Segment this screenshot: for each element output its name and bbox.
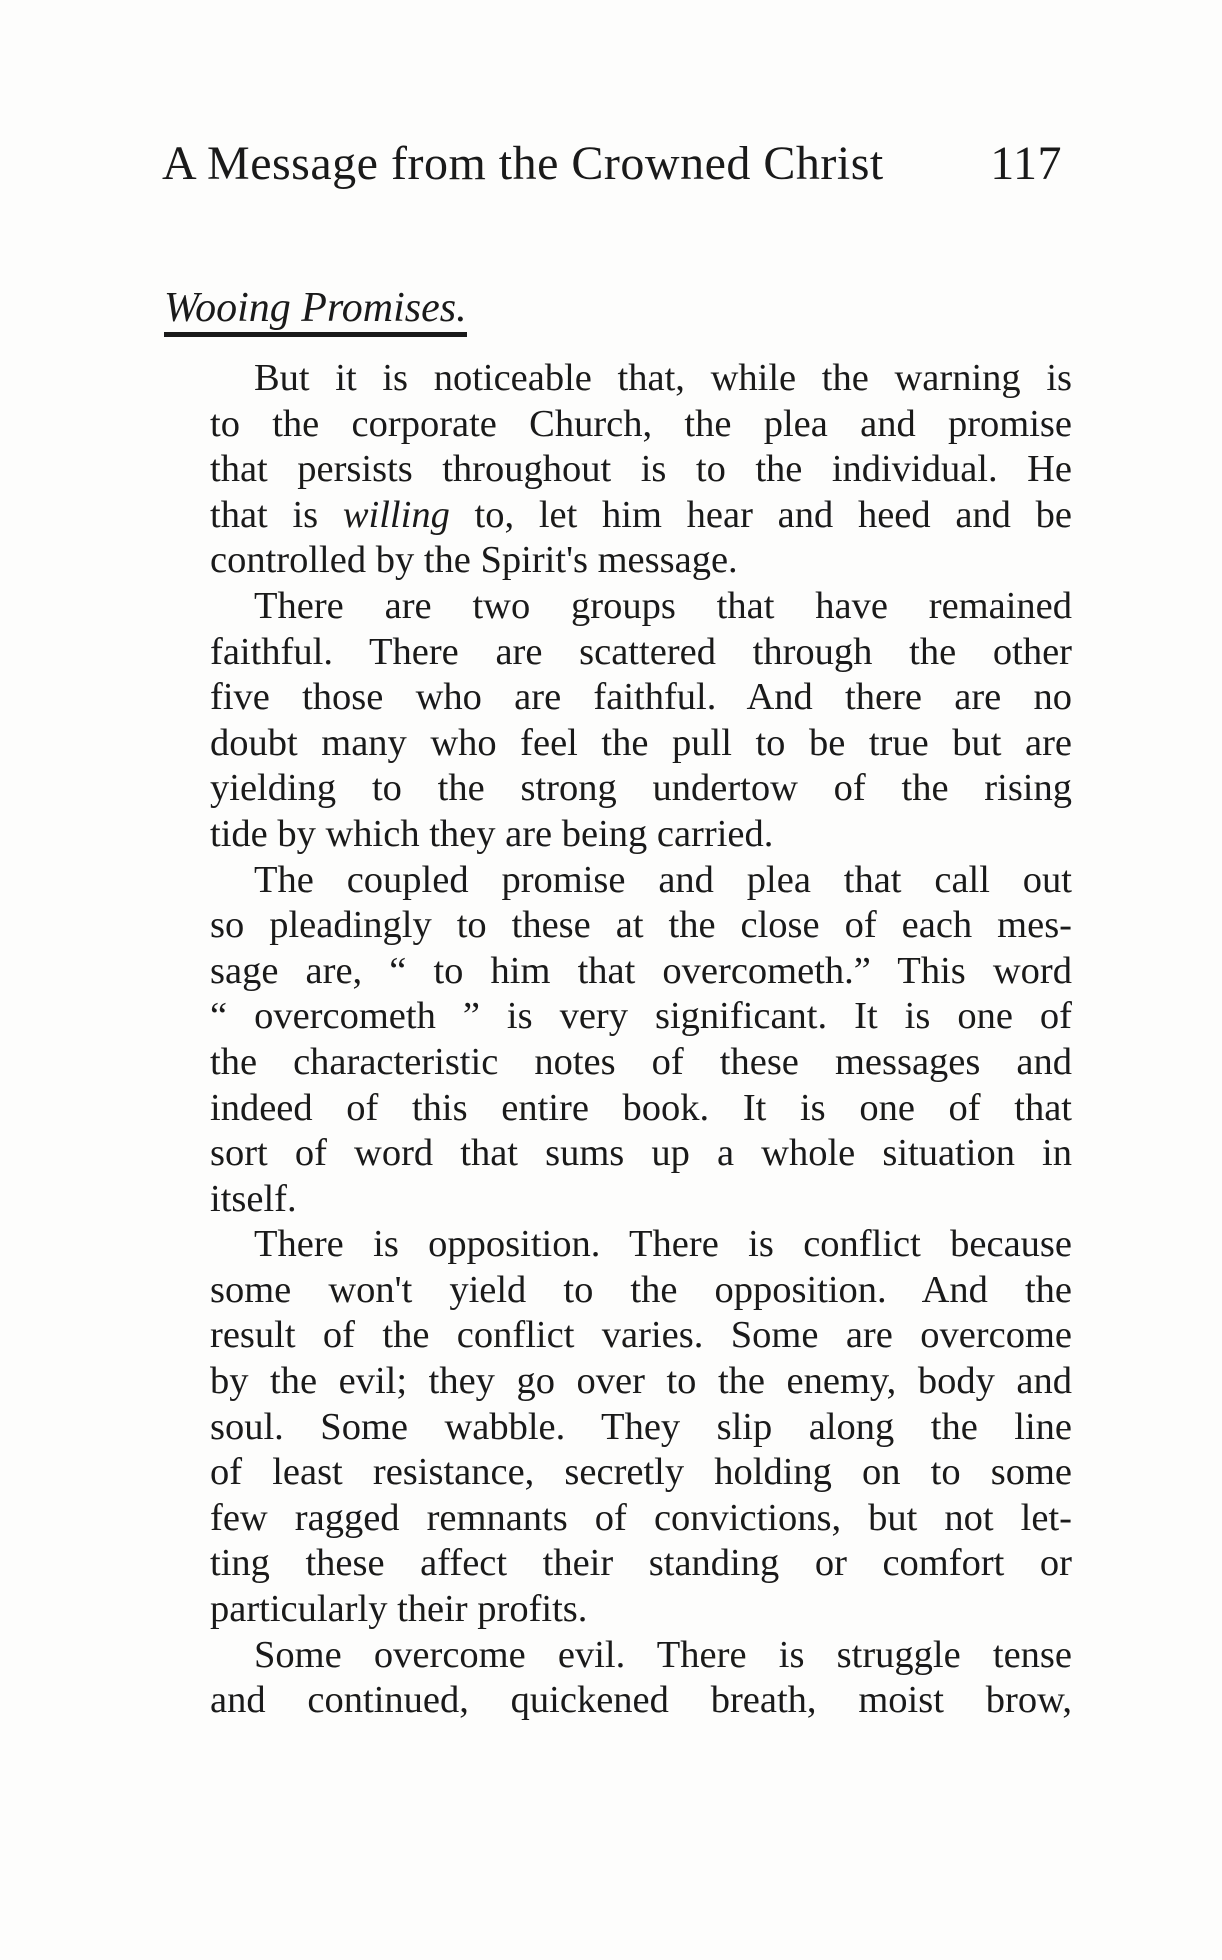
text-line: Some overcome evil. There is struggle tense	[254, 1633, 1072, 1676]
text-line: sort of word that sums up a whole situation in	[210, 1132, 1072, 1175]
running-head	[162, 136, 1062, 196]
paragraph-1	[166, 356, 1072, 584]
text-line: faithful. There are scattered through the other	[210, 630, 1072, 673]
text-line: by the evil; they go over to the enemy, body and	[210, 1360, 1072, 1403]
section-heading: Wooing Promises.	[164, 284, 467, 337]
running-head-title: A Message from the Crowned Christ	[162, 137, 884, 190]
text-line: the characteristic notes of these messages and	[210, 1040, 1072, 1083]
text-line: of least resistance, secretly holding on to some	[210, 1451, 1072, 1494]
text-line-with-emphasis: that is willing to, let him hear and heed and be	[210, 493, 1072, 536]
paragraph-2	[166, 584, 1072, 858]
text-line: itself.	[210, 1177, 297, 1220]
text-line: yielding to the strong undertow of the rising	[210, 767, 1072, 810]
text-line: result of the conflict varies. Some are overcome	[210, 1314, 1072, 1357]
text-line: five those who are faithful. And there are no	[210, 676, 1072, 719]
paragraph-4	[166, 1222, 1072, 1632]
text-line: soul. Some wabble. They slip along the line	[210, 1405, 1072, 1448]
paragraph-3	[166, 858, 1072, 1223]
text-line: The coupled promise and plea that call out	[254, 858, 1072, 901]
text-line: There is opposition. There is conflict because	[254, 1223, 1072, 1266]
text-line: sage are, “ to him that overcometh.” This word	[210, 949, 1072, 992]
body-text	[166, 356, 1072, 1724]
text-line: “ overcometh ” is very significant. It is one of	[210, 995, 1072, 1038]
text-line: that persists throughout is to the individual. He	[210, 448, 1072, 491]
emphasized-word: willing	[342, 493, 450, 536]
text-line: few ragged remnants of convictions, but not let-	[210, 1496, 1072, 1539]
text-line: to the corporate Church, the plea and promise	[210, 402, 1072, 445]
text-line: There are two groups that have remained	[254, 584, 1072, 627]
text-line: ting these affect their standing or comfort or	[210, 1542, 1072, 1585]
text-line: tide by which they are being carried.	[210, 812, 774, 855]
paragraph-5	[166, 1633, 1072, 1724]
text-line: controlled by the Spirit's message.	[210, 539, 738, 582]
text-line: indeed of this entire book. It is one of that	[210, 1086, 1072, 1129]
text-line: some won't yield to the opposition. And the	[210, 1268, 1072, 1311]
text-line: doubt many who feel the pull to be true but are	[210, 721, 1072, 764]
text-line: But it is noticeable that, while the warning is	[254, 357, 1072, 399]
page-number: 117	[990, 137, 1062, 190]
text-line: so pleadingly to these at the close of each mes-	[210, 904, 1072, 947]
text-line: particularly their profits.	[210, 1588, 588, 1631]
text-line: and continued, quickened breath, moist brow,	[210, 1679, 1072, 1722]
